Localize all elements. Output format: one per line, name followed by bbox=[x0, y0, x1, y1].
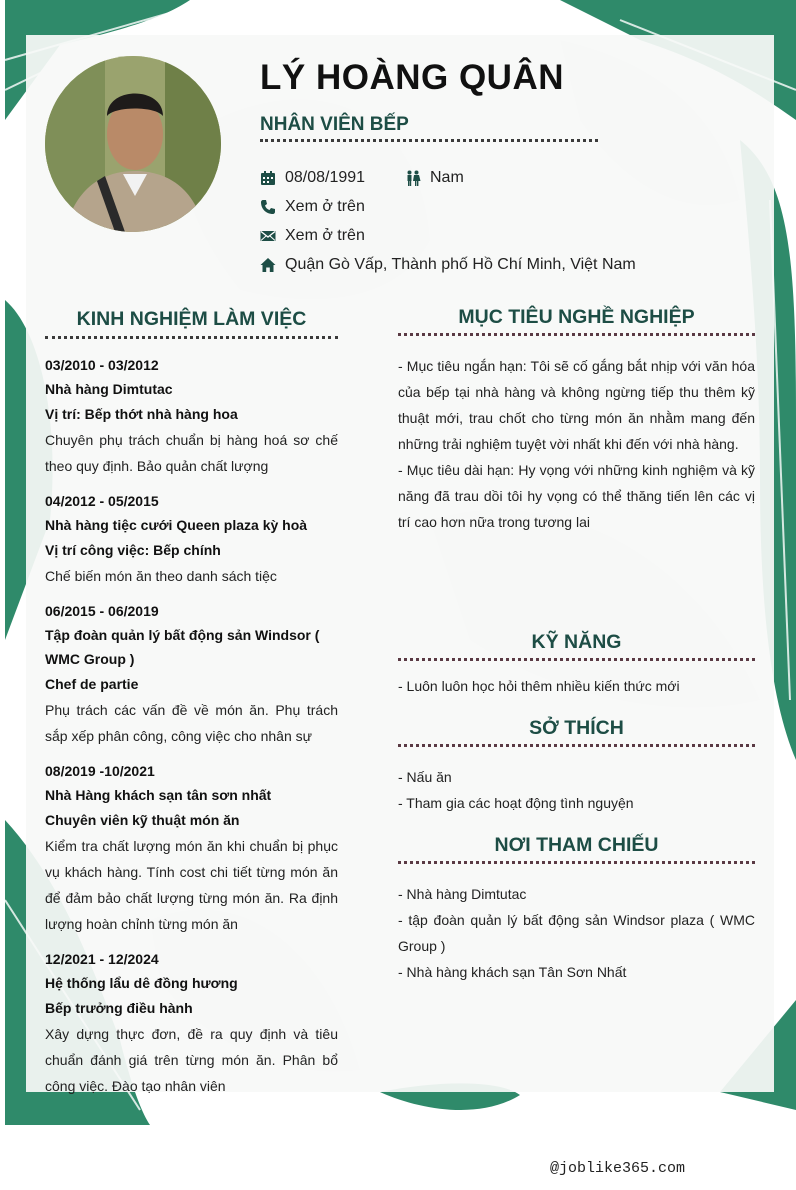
phone-icon bbox=[260, 199, 276, 215]
experience-list bbox=[45, 353, 338, 1109]
experience-desc: Phụ trách các vấn đề về món ăn. Phụ trách sắp xếp phân công, công việc cho nhân sự bbox=[45, 702, 338, 744]
objective-text bbox=[398, 353, 755, 535]
gender-row bbox=[405, 169, 464, 187]
experience-role: Bếp trưởng điều hành bbox=[45, 1000, 193, 1016]
experience-item bbox=[45, 759, 338, 937]
experience-item bbox=[45, 489, 338, 589]
watermark: @joblike365.com bbox=[550, 1160, 686, 1177]
address-row bbox=[260, 256, 636, 274]
birthdate: 08/08/1991 bbox=[285, 169, 366, 186]
skill-item: - Luôn luôn học hỏi thêm nhiều kiến thức mới bbox=[398, 678, 680, 694]
hobbies-divider bbox=[398, 744, 755, 747]
job-title-divider bbox=[260, 139, 598, 142]
experience-company: Tập đoàn quản lý bất động sản Windsor ( WMC Group ) bbox=[45, 627, 320, 667]
experience-date: 06/2015 - 06/2019 bbox=[45, 603, 159, 619]
email-icon bbox=[260, 228, 276, 244]
phone: Xem ở trên bbox=[285, 198, 365, 215]
experience-company: Nhà hàng tiệc cưới Queen plaza kỳ hoà bbox=[45, 517, 308, 533]
objective-long: - Mục tiêu dài hạn: Hy vọng với những kinh nghiệm và kỹ năng đã trau dồi tôi hy vọng có thể thăng tiến lên các vị trí cao hơn nữa trong tương lai bbox=[398, 462, 755, 530]
gender-icon bbox=[405, 170, 421, 186]
skills-title: KỸ NĂNG bbox=[531, 631, 622, 653]
references-divider bbox=[398, 861, 755, 864]
experience-date: 03/2010 - 03/2012 bbox=[45, 357, 159, 373]
experience-role: Vị trí công việc: Bếp chính bbox=[45, 542, 221, 558]
experience-role: Chef de partie bbox=[45, 676, 139, 692]
birthdate-row bbox=[260, 169, 365, 187]
candidate-name: LÝ HOÀNG QUÂN bbox=[260, 58, 564, 97]
calendar-icon bbox=[260, 170, 276, 186]
references-list bbox=[398, 881, 755, 985]
experience-company: Nhà Hàng khách sạn tân sơn nhất bbox=[45, 787, 272, 803]
experience-desc: Kiểm tra chất lượng món ăn khi chuẩn bị phục vụ khách hàng. Tính cost chi tiết từng món ăn để đảm bảo chất lượng từng món ăn. Ra định lượng hoàn chỉnh từng món ăn bbox=[45, 838, 338, 932]
experience-role: Chuyên viên kỹ thuật món ăn bbox=[45, 812, 240, 828]
experience-desc: Chuyên phụ trách chuẩn bị hàng hoá sơ chế theo quy định. Bảo quản chất lượng bbox=[45, 432, 338, 474]
job-title: NHÂN VIÊN BẾP bbox=[260, 114, 409, 135]
experience-date: 12/2021 - 12/2024 bbox=[45, 951, 159, 967]
skills-list bbox=[398, 673, 755, 699]
profile-photo bbox=[45, 56, 221, 232]
hobbies-list bbox=[398, 764, 755, 816]
reference-item: - Nhà hàng Dimtutac bbox=[398, 886, 527, 902]
reference-item: - Nhà hàng khách sạn Tân Sơn Nhất bbox=[398, 964, 627, 980]
hobby-item: - Tham gia các hoạt động tình nguyện bbox=[398, 795, 634, 811]
experience-desc: Chế biến món ăn theo danh sách tiệc bbox=[45, 568, 277, 584]
experience-desc: Xây dựng thực đơn, đề ra quy định và tiêu chuẩn đánh giá trên từng món ăn. Phân bổ công việc. Đào tạo nhân viên bbox=[45, 1026, 338, 1094]
hobbies-title: SỞ THÍCH bbox=[529, 717, 624, 739]
home-icon bbox=[260, 257, 276, 273]
email: Xem ở trên bbox=[285, 227, 365, 244]
experience-item bbox=[45, 947, 338, 1099]
address: Quận Gò Vấp, Thành phố Hồ Chí Minh, Việt Nam bbox=[285, 256, 636, 273]
experience-role: Vị trí: Bếp thớt nhà hàng hoa bbox=[45, 406, 238, 422]
email-row bbox=[260, 227, 365, 245]
phone-row bbox=[260, 198, 365, 216]
objective-divider bbox=[398, 333, 755, 336]
experience-date: 08/2019 -10/2021 bbox=[45, 763, 155, 779]
experience-company: Hệ thống lẩu dê đồng hương bbox=[45, 975, 238, 991]
experience-item bbox=[45, 599, 338, 749]
references-title: NƠI THAM CHIẾU bbox=[494, 834, 659, 856]
experience-divider bbox=[45, 336, 338, 339]
objective-short: - Mục tiêu ngắn hạn: Tôi sẽ cố gắng bắt nhịp với văn hóa của bếp tại nhà hàng và không ngừng tiếp thu thêm kỹ thuật mới, trau chốt cho từng món ăn nhằm mang đến những trải nghiệm tuyệt vời nhất khi đến với nhà hàng. bbox=[398, 358, 755, 452]
experience-company: Nhà hàng Dimtutac bbox=[45, 381, 173, 397]
gender: Nam bbox=[430, 169, 464, 186]
hobby-item: - Nấu ăn bbox=[398, 769, 452, 785]
skills-divider bbox=[398, 658, 755, 661]
experience-title: KINH NGHIỆM LÀM VIỆC bbox=[76, 308, 307, 330]
reference-item: - tập đoàn quản lý bất động sản Windsor plaza ( WMC Group ) bbox=[398, 912, 755, 954]
experience-item bbox=[45, 353, 338, 479]
experience-date: 04/2012 - 05/2015 bbox=[45, 493, 159, 509]
objective-title: MỤC TIÊU NGHỀ NGHIỆP bbox=[458, 306, 695, 328]
